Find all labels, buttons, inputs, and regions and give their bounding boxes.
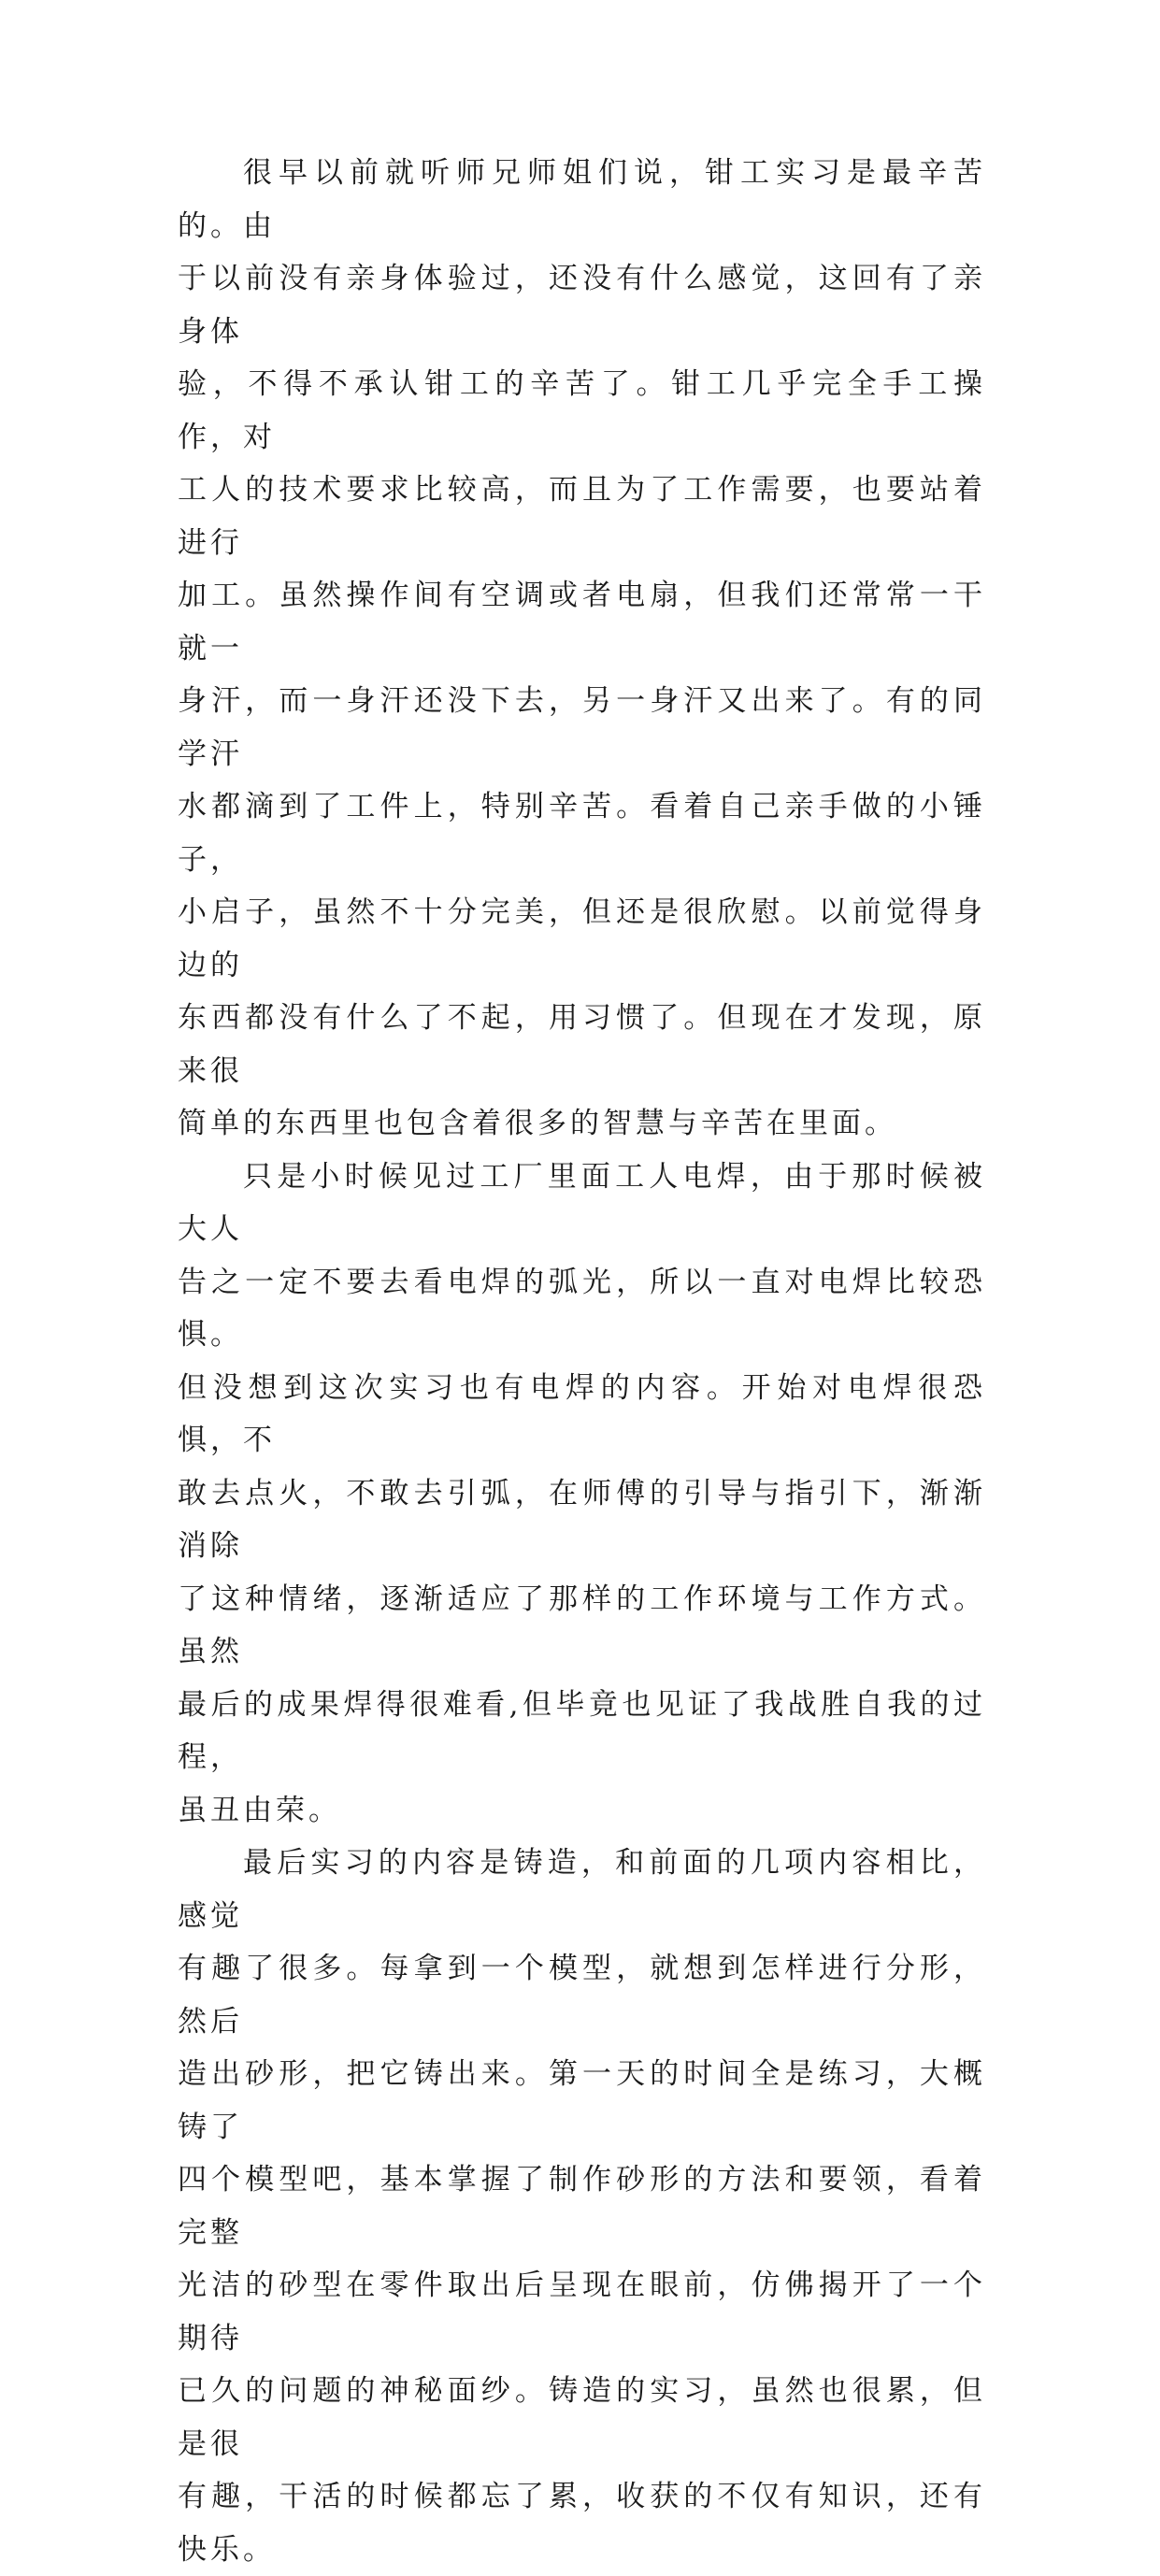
paragraph-fitter-practice: 很早以前就听师兄师姐们说，钳工实习是最辛苦的。由 于以前没有亲身体验过，还没有什么感觉，这回有了亲身体 验，不得不承认钳工的辛苦了。钳工几乎完全手工操作，对 工人的技术要求比较高，而且为了工作需要，也要站着进行 加工。虽然操作间有空调或者电扇，但我们还常常一干就一 身汗，而一身汗还没下去，另一身汗又出来了。有的同学汗 水都滴到了工件上，特别辛苦。看着自己亲手做的小锤子， 小启子，虽然不十分完美，但还是很欣慰。以前觉得身边的 东西都没有什么了不起，用习惯了。但现在才发现，原来很 简单的东西里也包含着很多的智慧与辛苦在里面。 bbox=[178, 156, 986, 1140]
paragraph-casting-practice: 最后实习的内容是铸造，和前面的几项内容相比，感觉 有趣了很多。每拿到一个模型，就想到怎样进行分形，然后 造出砂形，把它铸出来。第一天的时间全是练习，大概铸了 四个模型吧，基本掌握了制作砂形的方法和要领，看着完整 光洁的砂型在零件取出后呈现在眼前，仿佛揭开了一个期待 已久的问题的神秘面纱。铸造的实习，虽然也很累，但是很 有趣，干活的时候都忘了累，收获的不仅有知识，还有快乐。 bbox=[178, 1846, 986, 2567]
document-body bbox=[178, 147, 986, 2576]
paragraph-welding-practice: 只是小时候见过工厂里面工人电焊，由于那时候被大人 告之一定不要去看电焊的弧光，所以一直对电焊比较恐惧。 但没想到这次实习也有电焊的内容。开始对电焊很恐惧，不 敢去点火，不敢去引弧，在师傅的引导与指引下，渐渐消除 了这种情绪，逐渐适应了那样的工作环境与工作方式。虽然 最后的成果焊得很难看,但毕竟也见证了我战胜自我的过程， 虽丑由荣。 bbox=[178, 1159, 986, 1827]
